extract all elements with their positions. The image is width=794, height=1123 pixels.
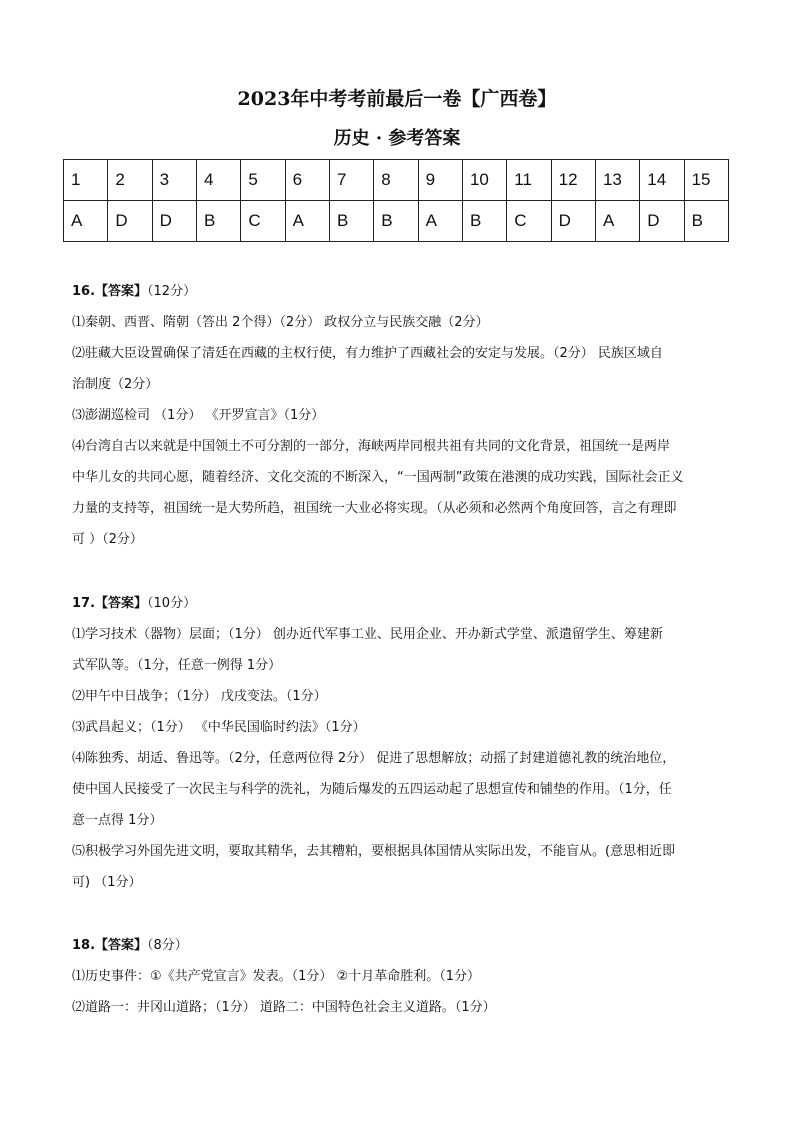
question-number-row	[64, 160, 729, 201]
section-score: （12分）	[147, 284, 197, 299]
question-number-cell: 5	[241, 160, 285, 201]
answer-cell: A	[285, 201, 329, 242]
page-title: 2023年中考考前最后一卷【广西卷】	[237, 88, 557, 110]
section-heading	[72, 930, 732, 961]
answer-cell: C	[241, 201, 285, 242]
answer-line: ⑴历史事件：①《共产党宣言》发表。（1分） ②十月革命胜利。（1分）	[72, 969, 480, 984]
section-score: （8分）	[147, 938, 188, 953]
question-number-cell: 10	[462, 160, 506, 201]
question-number-cell: 12	[551, 160, 595, 201]
answer-row	[64, 201, 729, 242]
answer-line: ⑶澎湖巡检司 （1分） 《开罗宣言》（1分）	[72, 408, 325, 423]
answer-cell: D	[640, 201, 684, 242]
answer-cell: B	[196, 201, 240, 242]
answer-cell: C	[507, 201, 551, 242]
answer-cell: A	[64, 201, 108, 242]
answer-line: 使中国人民接受了一次民主与科学的洗礼，为随后爆发的五四运动起了思想宣传和铺垫的作用。（1分，任	[72, 782, 672, 797]
answer-section-18	[72, 930, 732, 1023]
answer-cell: B	[374, 201, 418, 242]
answer-section-17	[72, 588, 732, 898]
answer-line: 可) （1分）	[72, 875, 142, 890]
answer-line: ⑷台湾自古以来就是中国领土不可分割的一部分，海峡两岸同根共祖有共同的文化背景，祖国统一是两岸	[72, 439, 671, 454]
section-score: （10分）	[147, 596, 197, 611]
answer-line: ⑸积极学习外国先进文明，要取其精华，去其糟粕，要根据具体国情从实际出发，不能盲从。(意思相近即	[72, 844, 676, 859]
answer-cell: D	[152, 201, 196, 242]
section-heading	[72, 276, 732, 307]
question-number-cell: 3	[152, 160, 196, 201]
question-number-cell: 2	[108, 160, 152, 201]
page-subtitle: 历史 · 参考答案	[333, 128, 461, 149]
section-heading-text: 17.【答案】	[72, 596, 148, 611]
question-number-cell: 13	[595, 160, 639, 201]
answer-line: 式军队等。（1分，任意一例得 1分）	[72, 658, 282, 673]
answer-line: 治制度（2分）	[72, 377, 159, 392]
answer-line: ⑵甲午中日战争；（1分） 戊戌变法。（1分）	[72, 689, 327, 704]
question-number-cell: 8	[374, 160, 418, 201]
answer-cell: B	[462, 201, 506, 242]
answer-line: ⑴学习技术（器物）层面；（1分） 创办近代军事工业、民用企业、开办新式学堂、派遣留学生、筹建新	[72, 627, 663, 642]
answer-cell: D	[108, 201, 152, 242]
answer-line: 可 ）（2分）	[72, 532, 143, 547]
question-number-cell: 14	[640, 160, 684, 201]
question-number-cell: 15	[684, 160, 728, 201]
answer-cell: A	[595, 201, 639, 242]
answer-cell: B	[329, 201, 373, 242]
answer-section-16	[72, 276, 732, 555]
answer-cell: A	[418, 201, 462, 242]
question-number-cell: 4	[196, 160, 240, 201]
answer-cell: D	[551, 201, 595, 242]
question-number-cell: 1	[64, 160, 108, 201]
answer-line: ⑷陈独秀、胡适、鲁迅等。（2分，任意两位得 2分） 促进了思想解放；动摇了封建道德礼教的统治地位，	[72, 751, 676, 766]
answer-line: ⑵驻藏大臣设置确保了清廷在西藏的主权行使，有力维护了西藏社会的安定与发展。（2分） 民族区域自	[72, 346, 663, 361]
answer-cell: B	[684, 201, 728, 242]
answer-table	[63, 159, 729, 242]
question-number-cell: 11	[507, 160, 551, 201]
answer-line: 意一点得 1分）	[72, 813, 163, 828]
section-heading	[72, 588, 732, 619]
question-number-cell: 9	[418, 160, 462, 201]
answer-line: 中华儿女的共同心愿，随着经济、文化交流的不断深入，“一国两制”政策在港澳的成功实践，国际社会正义	[72, 470, 684, 485]
answer-line: ⑴秦朝、西晋、隋朝（答出 2个得）（2分） 政权分立与民族交融（2分）	[72, 315, 489, 330]
answer-line: ⑶武昌起义；（1分） 《中华民国临时约法》（1分）	[72, 720, 366, 735]
question-number-cell: 7	[329, 160, 373, 201]
answer-line: 力量的支持等，祖国统一是大势所趋，祖国统一大业必将实现。（从必须和必然两个角度回答，言之有理即	[72, 501, 677, 516]
section-heading-text: 18.【答案】	[72, 938, 148, 953]
answer-line: ⑵道路一：井冈山道路；（1分） 道路二：中国特色社会主义道路。（1分）	[72, 1000, 496, 1015]
section-heading-text: 16.【答案】	[72, 284, 148, 299]
question-number-cell: 6	[285, 160, 329, 201]
